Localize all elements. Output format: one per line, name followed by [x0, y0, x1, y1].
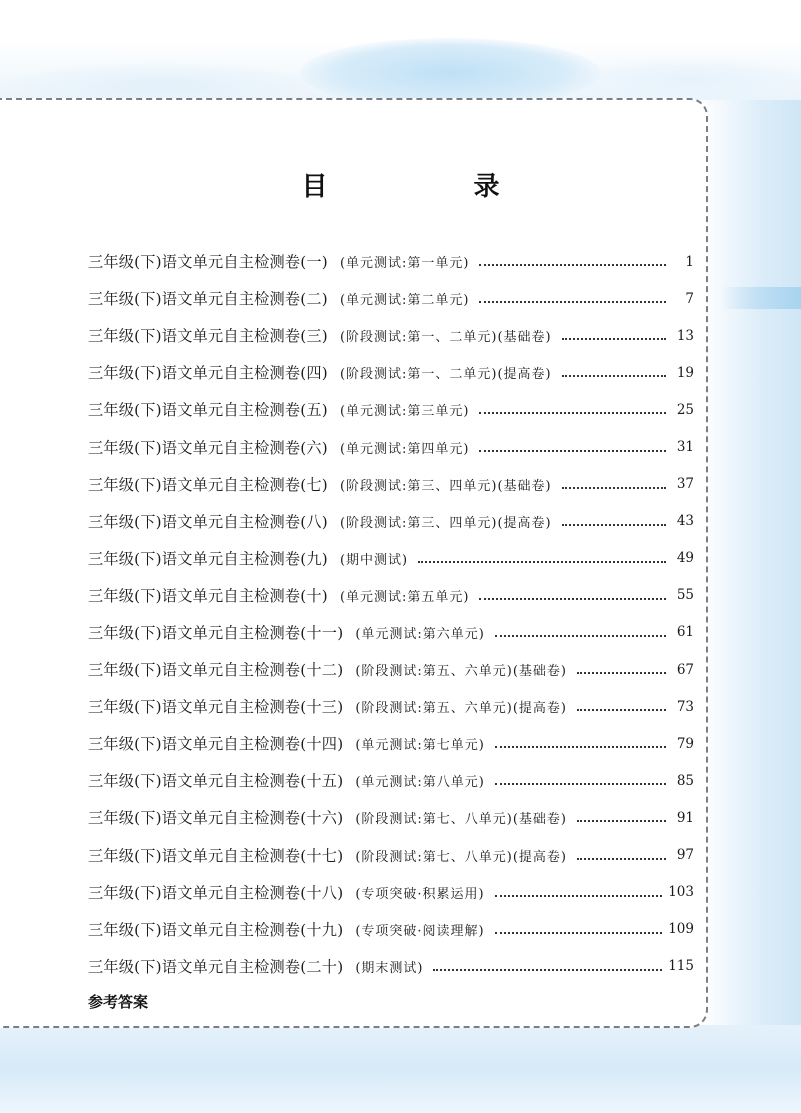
toc-entry-title: 三年级(下)语文单元自主检测卷(六) [88, 438, 328, 457]
dot-leader [562, 486, 666, 489]
dot-leader [495, 782, 666, 785]
dot-leader [433, 968, 662, 971]
toc-entry-note: (单元测试:第五单元) [339, 589, 470, 605]
toc-entry-page-number: 79 [676, 735, 694, 752]
toc-entry-page-number: 49 [676, 550, 694, 567]
dot-leader [495, 745, 666, 748]
toc-entry-note: (单元测试:第二单元) [339, 293, 470, 309]
toc-entry-title: 三年级(下)语文单元自主检测卷(一) [88, 253, 328, 272]
dot-leader [577, 708, 666, 711]
toc-entry-note: (单元测试:第一单元) [339, 256, 470, 272]
dot-leader [577, 857, 666, 860]
toc-entry-title: 三年级(下)语文单元自主检测卷(十五) [88, 772, 344, 791]
toc-entry-title: 三年级(下)语文单元自主检测卷(三) [88, 327, 328, 346]
toc-entry-page-number: 115 [668, 958, 694, 975]
toc-entry-title: 三年级(下)语文单元自主检测卷(二十) [88, 957, 344, 976]
toc-entry-page-number: 73 [676, 698, 694, 715]
toc-entry-page-number: 97 [676, 847, 694, 864]
toc-entry-note: (单元测试:第四单元) [339, 441, 470, 457]
dot-leader [479, 597, 666, 600]
toc-entry[interactable] [88, 503, 694, 540]
right-background-strip [701, 100, 801, 1113]
toc-entry-page-number: 7 [685, 290, 694, 307]
answers-entry[interactable]: 参考答案 [88, 993, 149, 1011]
toc-entry-title: 三年级(下)语文单元自主检测卷(十七) [88, 846, 344, 865]
toc-entry-note: (阶段测试:第七、八单元)(基础卷) [355, 812, 567, 828]
toc-entry-page-number: 85 [676, 772, 694, 789]
toc-entry-note: (专项突破·阅读理解) [355, 923, 485, 939]
toc-entry-title: 三年级(下)语文单元自主检测卷(十八) [88, 883, 344, 902]
dot-leader [562, 337, 666, 340]
toc-entry-note: (阶段测试:第五、六单元)(提高卷) [355, 701, 567, 717]
toc-entry[interactable] [88, 466, 694, 503]
toc-entry[interactable] [88, 428, 694, 465]
toc-entry-note: (单元测试:第八单元) [355, 775, 485, 791]
toc-entry[interactable] [88, 317, 694, 354]
toc-entry-note: (阶段测试:第一、二单元)(基础卷) [339, 330, 552, 346]
toc-entry-note: (阶段测试:第五、六单元)(基础卷) [355, 664, 567, 680]
dot-leader [479, 300, 666, 303]
dot-leader [495, 894, 663, 897]
toc-entry-title: 三年级(下)语文单元自主检测卷(十三) [88, 698, 344, 717]
toc-entry-page-number: 109 [668, 921, 694, 938]
toc-entry-title: 三年级(下)语文单元自主检测卷(二) [88, 290, 328, 309]
toc-entry-title: 三年级(下)语文单元自主检测卷(十四) [88, 735, 344, 754]
toc-entry[interactable] [88, 725, 694, 762]
toc-entry-note: (期中测试) [339, 552, 409, 568]
toc-entry-title: 三年级(下)语文单元自主检测卷(十六) [88, 809, 344, 828]
toc-entry[interactable] [88, 243, 694, 280]
toc-entry-page-number: 19 [676, 364, 694, 381]
toc-entry-page-number: 13 [676, 327, 694, 344]
toc-entry[interactable] [88, 577, 694, 614]
toc-entry[interactable] [88, 280, 694, 317]
toc-entry[interactable] [88, 762, 694, 799]
page-title: 目 录 [301, 172, 560, 202]
toc-entry-page-number: 37 [676, 476, 694, 493]
toc-entry[interactable] [88, 391, 694, 428]
toc-entry-note: (阶段测试:第七、八单元)(提高卷) [355, 849, 567, 865]
toc-entry-title: 三年级(下)语文单元自主检测卷(十一) [88, 623, 344, 642]
toc-entry-note: (单元测试:第三单元) [339, 404, 470, 420]
toc-entry-note: (阶段测试:第三、四单元)(基础卷) [339, 478, 552, 494]
toc-entry[interactable] [88, 911, 694, 948]
toc-entry-page-number: 103 [668, 884, 694, 901]
dot-leader [479, 263, 666, 266]
toc-entry-page-number: 25 [676, 401, 694, 418]
right-blue-band [721, 287, 801, 309]
toc-entry-note: (期末测试) [355, 960, 424, 976]
toc-entry-note: (阶段测试:第一、二单元)(提高卷) [339, 367, 552, 383]
toc-entry-note: (单元测试:第六单元) [355, 626, 485, 642]
toc-entry[interactable] [88, 948, 694, 985]
toc-entry[interactable] [88, 837, 694, 874]
toc-entry[interactable] [88, 688, 694, 725]
dot-leader [577, 671, 666, 674]
toc-entry-page-number: 91 [676, 809, 694, 826]
dot-leader [495, 931, 663, 934]
table-of-contents [88, 243, 694, 985]
toc-entry-note: (专项突破·积累运用) [355, 886, 485, 902]
toc-entry-title: 三年级(下)语文单元自主检测卷(八) [88, 512, 328, 531]
toc-entry-page-number: 67 [676, 661, 694, 678]
dot-leader [562, 523, 666, 526]
toc-entry-title: 三年级(下)语文单元自主检测卷(五) [88, 401, 328, 420]
toc-entry[interactable] [88, 799, 694, 836]
toc-entry[interactable] [88, 614, 694, 651]
dot-leader [495, 634, 666, 637]
toc-entry-title: 三年级(下)语文单元自主检测卷(七) [88, 475, 328, 494]
bottom-background-band [0, 1025, 801, 1113]
toc-entry-note: (阶段测试:第三、四单元)(提高卷) [339, 515, 552, 531]
dot-leader [418, 560, 666, 563]
toc-entry-page-number: 1 [685, 253, 694, 270]
toc-entry-page-number: 61 [676, 624, 694, 641]
dot-leader [562, 374, 666, 377]
dot-leader [479, 411, 666, 414]
toc-entry[interactable] [88, 651, 694, 688]
toc-entry[interactable] [88, 874, 694, 911]
toc-entry-title: 三年级(下)语文单元自主检测卷(四) [88, 364, 328, 383]
toc-entry-page-number: 55 [676, 587, 694, 604]
toc-entry-page-number: 43 [676, 513, 694, 530]
toc-entry-title: 三年级(下)语文单元自主检测卷(十九) [88, 920, 344, 939]
toc-entry-page-number: 31 [676, 439, 694, 456]
dot-leader [577, 819, 666, 822]
toc-entry[interactable] [88, 354, 694, 391]
dot-leader [479, 449, 666, 452]
toc-entry[interactable] [88, 540, 694, 577]
toc-entry-title: 三年级(下)语文单元自主检测卷(九) [88, 549, 328, 568]
toc-entry-note: (单元测试:第七单元) [355, 738, 485, 754]
toc-entry-title: 三年级(下)语文单元自主检测卷(十二) [88, 661, 344, 680]
toc-entry-title: 三年级(下)语文单元自主检测卷(十) [88, 586, 328, 605]
